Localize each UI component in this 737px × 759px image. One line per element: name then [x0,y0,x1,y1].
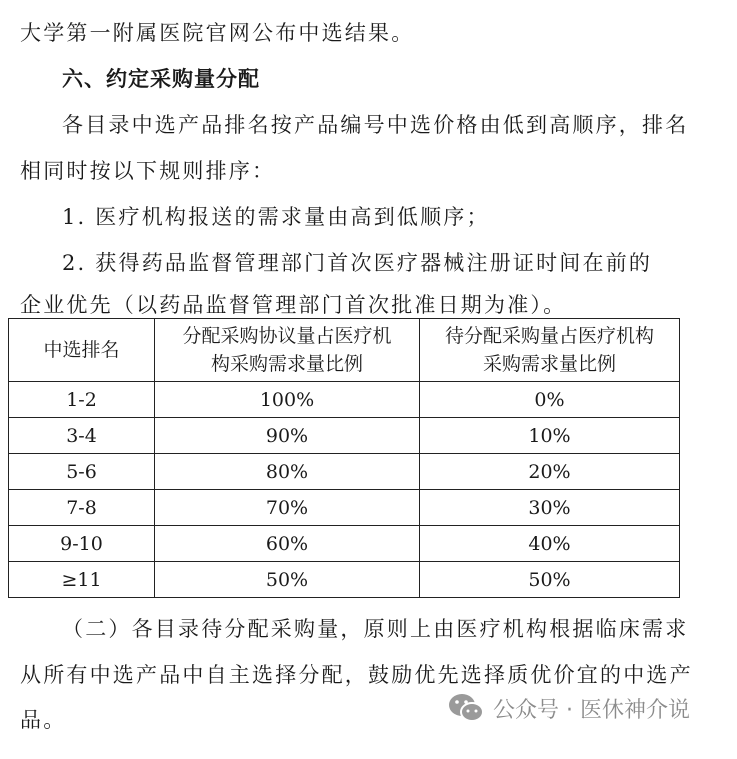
table-row [9,526,680,562]
cell-allocated: 100% [155,382,420,418]
cell-pending: 40% [420,526,680,562]
cell-allocated: 60% [155,526,420,562]
cell-allocated: 70% [155,490,420,526]
cell-pending: 20% [420,454,680,490]
cell-rank: 1-2 [9,382,155,418]
table-row [9,562,680,598]
rule-item: 2. 获得药品监督管理部门首次医疗器械注册证时间在前的 [62,251,653,275]
allocation-table [8,318,680,598]
header-pending [420,319,680,382]
cell-pending: 10% [420,418,680,454]
watermark-text: 公众号 · 医休神介说 [493,697,690,723]
text-line: 相同时按以下规则排序： [20,159,276,183]
text-line: 大学第一附属医院官网公布中选结果。 [20,21,415,45]
cell-pending: 30% [420,490,680,526]
header-line: 待分配采购量占医疗机构 [444,325,654,347]
text-line: 从所有中选产品中自主选择分配，鼓励优先选择质优价宜的中选产 [20,663,693,687]
header-line: 分配采购协议量占医疗机 [182,325,392,347]
cell-rank: 5-6 [9,454,155,490]
cell-rank: 9-10 [9,526,155,562]
cell-pending: 0% [420,382,680,418]
table-header-row [9,319,680,382]
text-line: （二）各目录待分配采购量，原则上由医疗机构根据临床需求 [62,617,689,641]
wechat-icon [447,692,485,724]
cell-rank: ≥11 [9,562,155,598]
cell-pending: 50% [420,562,680,598]
section-heading: 六、约定采购量分配 [62,67,260,91]
table-row [9,382,680,418]
table-row [9,490,680,526]
table-row [9,418,680,454]
text-line: 各目录中选产品排名按产品编号中选价格由低到高顺序，排名 [62,113,689,137]
header-rank: 中选排名 [9,319,155,382]
cell-allocated: 90% [155,418,420,454]
table-row [9,454,680,490]
cell-allocated: 80% [155,454,420,490]
cell-allocated: 50% [155,562,420,598]
header-line: 构采购需求量比例 [210,353,363,375]
cell-rank: 7-8 [9,490,155,526]
cell-rank: 3-4 [9,418,155,454]
watermark [447,692,690,724]
header-allocated [155,319,420,382]
text-line: 品。 [20,708,67,732]
rule-item: 1. 医疗机构报送的需求量由高到低顺序； [62,205,490,229]
header-line: 采购需求量比例 [482,353,616,375]
text-line: 企业优先（以药品监督管理部门首次批准日期为准）。 [20,293,567,317]
